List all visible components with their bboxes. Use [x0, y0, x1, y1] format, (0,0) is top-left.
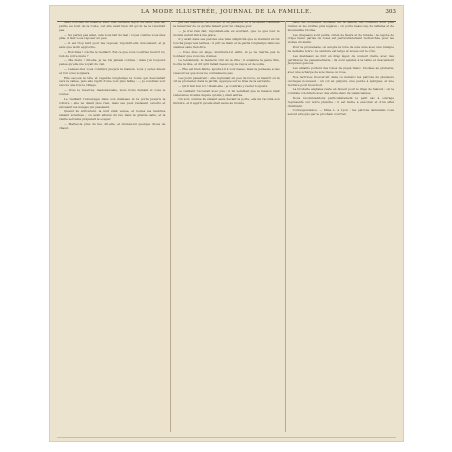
text-columns	[57, 21, 396, 432]
paragraph: Les jours passèrent ; elle reprenait un peu de force, et bientôt on la vit se promener dans le jardin, appuyée sur le bras de la servante.	[173, 75, 280, 84]
column-right	[285, 21, 396, 432]
paragraph: Nous recommandons particulièrement le petit sac à ouvrage représenté sur notre planche ; il est facile à exécuter et d'un effet charmant.	[287, 95, 394, 108]
newspaper-page	[49, 5, 404, 442]
page-header	[49, 9, 404, 21]
column-text	[171, 21, 281, 106]
paragraph: La broderie anglaise reste en faveur pour le linge de maison ; on la combine volontiers avec des entre-deux de valenciennes.	[287, 87, 394, 96]
paragraph: — Elle est bien faible, ajouta-t-il à voix basse, mais la jeunesse a des ressources que nous ne connaissons pas.	[173, 66, 280, 75]
paragraph: deux touches de nuance, avec une certaine façon de faire, elle est partie au bout de la route, car elle avait bien dit qu'on ne la reverrait pas.	[59, 21, 166, 32]
paragraph: — Il est trop tard pour me reposer, répondit-elle doucement, et je sens que la fin approche.	[59, 41, 166, 50]
page-number: 303	[385, 9, 396, 15]
paragraph: Les manteaux se font en drap léger, de couleur claire, avec des garnitures de passementerie ; ils sont ajustés à la taille et descendent jusqu'aux genoux.	[287, 53, 394, 66]
footer-rule	[57, 437, 396, 438]
paragraph: — Mettez-la près du feu, dit-elle, et donnez-lui quelque chose de chaud.	[59, 121, 166, 130]
column-text	[286, 21, 396, 117]
paragraph: Les chapeaux sont petits, ornés de fleurs et de rubans ; la capote de crêpe blanc garnie de roses est particulièrement recherchée pour les visites du matin.	[287, 32, 394, 45]
paragraph: — Ma mère ! dit-elle, je ne l'ai jamais connue ; mais j'ai toujours pensé qu'elle me voyait du ciel.	[59, 58, 166, 67]
paragraph: — Qu'il fait bon ici ! disait-elle ; je voudrais y rester toujours.	[178, 84, 269, 89]
paragraph: Il y avait dans ses paroles une telle simplicité que le vieillard en fut touché jusqu'aux larmes ; il prit sa main et la garda longtemps dans les siennes sans rien dire.	[173, 37, 280, 50]
paragraph: — Bon Dieu ! s'écria le vieillard. Est-ce que vous voudriez mourir ici, loin de votre mère ?	[59, 49, 166, 58]
column-left	[57, 21, 167, 432]
paragraph: — Vous êtes un ange, murmura-t-il enfin, et je ne mérite pas le bonheur que vous me donnez.	[173, 49, 280, 58]
column-text	[57, 21, 167, 131]
paragraph: Un soir, comme ils étaient assis devant la porte, elle lui raconta son histoire, et il apprit qu'elle était seule au monde.	[173, 97, 280, 106]
paragraph: — Laissez-moi vous conduire jusqu'à la maison, vous y serez mieux et l'on vous soignera.	[59, 66, 166, 75]
running-title: LA MODE ILLUSTRÉE, JOURNAL DE LA FAMILLE.	[140, 9, 313, 15]
paragraph: Le lendemain, le médecin vint de la ville ; il examina la jeune fille, hocha la tête, et dit qu'il fallait beaucoup de repos et de soins.	[173, 58, 280, 67]
paragraph: dans les nouveaux modèles de la saison, les couleurs sont plus claires et les étoffes plus légères ; on porte beaucoup de taffetas et de mousseline brodée.	[287, 21, 394, 32]
paragraph: Elle secoua la tête et regarda longtemps la route qui descendait vers la vallée, puis elle reprit d'une voix plus faible : — Je voudrais voir encore une fois le village.	[59, 75, 166, 88]
paragraph: Pour la promenade, on adopte la robe de soie unie avec une tunique de dentelle noire ; la ceinture est large et nouée sur le côté.	[287, 45, 394, 53]
paragraph: Le vieillard l'écoutait avec joie ; il lui semblait que la maison était redevenue vivante depuis qu'elle y était entrée.	[173, 88, 280, 97]
paragraph: — Vous le reverrez, mademoiselle, nous irons demain si vous le voulez.	[59, 88, 166, 96]
column-middle	[170, 21, 281, 432]
paragraph: par ses manières, sa douceur et sa patience, et il ne savait comment la remercier de ce qu'elle faisait pour lui chaque jour.	[173, 21, 280, 28]
paragraph: Les enfants portent des robes de piqué blanc, brodées au plumetis, avec une écharpe de soie bleue ou rose.	[287, 66, 394, 75]
paragraph: Nos lectrices trouveront dans ce numéro les patrons de plusieurs ouvrages nouveaux : un col en guipure, une pelote à épingles, et une bordure pour mouchoir.	[287, 74, 394, 87]
paragraph: Le vieillard l'enveloppa dans son manteau et la porta jusqu'à la voiture ; elle ne disait plus rien, mais ses yeux restaient ouverts et suivaient les nuages qui passaient.	[59, 96, 166, 109]
paragraph: Correspondance. — Mme L. à Lyon : les patrons demandés vous seront envoyés par le prochain courrier.	[287, 108, 394, 117]
paragraph: Quand ils arrivèrent, la nuit était venue, et toutes les fenêtres étaient éclairées ; on avait allumé du feu dans la grande salle, et la vieille servante préparait le souper.	[59, 109, 166, 122]
paragraph: — Je n'ai rien fait, répondait-elle en souriant, que ce que tout le monde aurait fait à ma place.	[173, 28, 280, 37]
paragraph: — Ne parlez pas ainsi, cela vous fait du mal ; voyez comme vous êtes pâle, il faut vous reposer un peu.	[59, 32, 166, 41]
